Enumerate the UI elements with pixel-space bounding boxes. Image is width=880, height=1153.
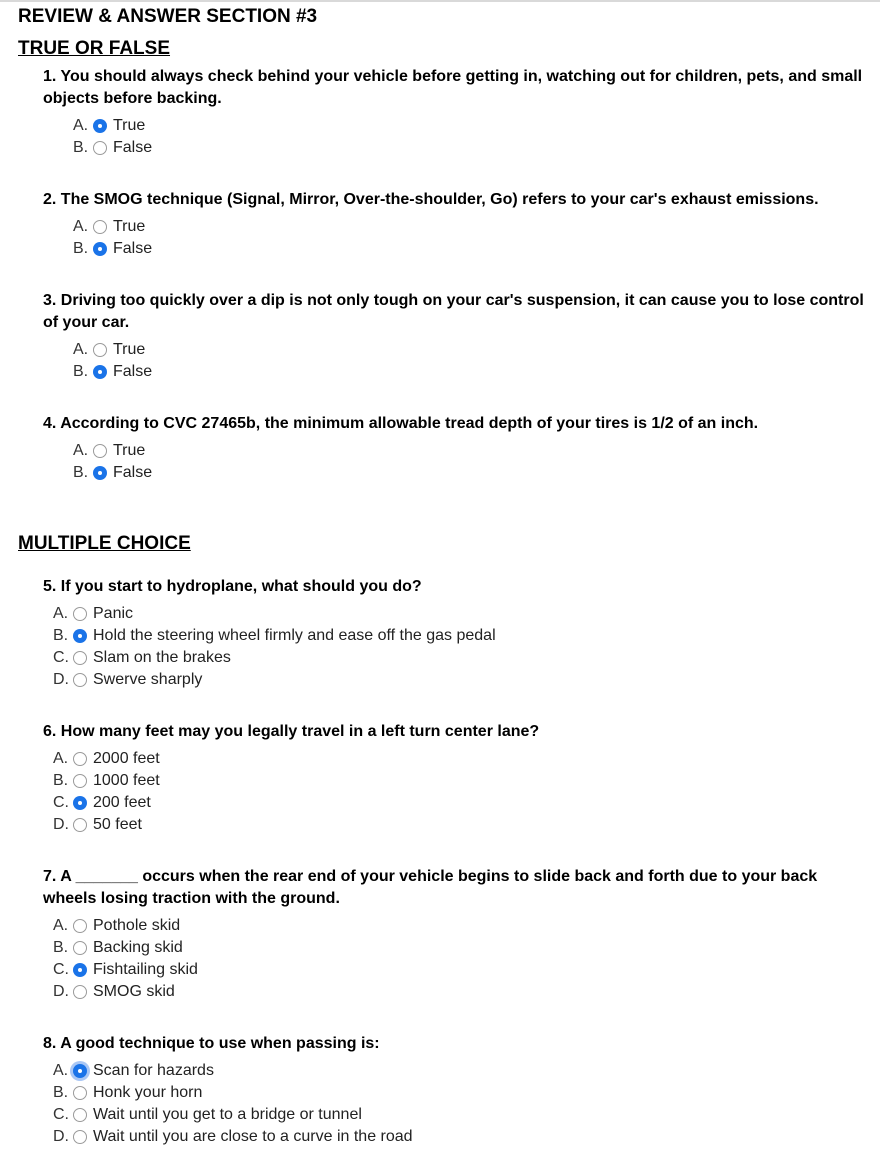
radio-selected-icon[interactable]	[73, 963, 87, 977]
option-letter: B.	[53, 772, 69, 789]
radio-unselected-icon[interactable]	[73, 752, 87, 766]
question-6-option-d[interactable]	[53, 814, 142, 836]
top-border	[0, 0, 880, 2]
question-2-option-a[interactable]	[73, 216, 145, 238]
question-7-option-d[interactable]	[53, 981, 175, 1003]
question-5-option-a[interactable]	[53, 603, 133, 625]
option-label: 1000 feet	[93, 772, 160, 789]
option-letter: C.	[53, 649, 69, 666]
option-letter: B.	[53, 627, 69, 644]
question-8-option-b[interactable]	[53, 1082, 202, 1104]
question-7-text: 7. A _______ occurs when the rear end of your vehicle begins to slide back and forth due to your back wheels losing traction with the ground.	[43, 868, 818, 907]
question-7-option-b[interactable]	[53, 937, 183, 959]
option-label: False	[113, 240, 153, 257]
page-title: REVIEW & ANSWER SECTION #3	[18, 6, 318, 27]
option-letter: C.	[53, 961, 69, 978]
question-6-option-a[interactable]	[53, 748, 160, 770]
radio-unselected-icon[interactable]	[73, 1130, 87, 1144]
option-label: False	[113, 464, 153, 481]
option-letter: D.	[53, 983, 69, 1000]
option-label: Hold the steering wheel firmly and ease off the gas pedal	[93, 627, 496, 644]
option-label: Wait until you are close to a curve in the road	[93, 1128, 413, 1145]
option-letter: A.	[73, 117, 89, 134]
radio-unselected-icon[interactable]	[93, 220, 107, 234]
radio-selected-icon[interactable]	[93, 466, 107, 480]
section-heading-multiple-choice: MULTIPLE CHOICE	[18, 533, 191, 554]
radio-unselected-icon[interactable]	[93, 141, 107, 155]
option-letter: A.	[73, 218, 89, 235]
option-label: 50 feet	[93, 816, 142, 833]
option-label: True	[113, 117, 146, 134]
option-label: Honk your horn	[93, 1084, 203, 1101]
radio-unselected-icon[interactable]	[93, 444, 107, 458]
option-letter: D.	[53, 671, 69, 688]
option-letter: B.	[73, 139, 89, 156]
question-8-option-d[interactable]	[53, 1126, 413, 1148]
question-5-option-b[interactable]	[53, 625, 496, 647]
option-label: True	[113, 218, 146, 235]
option-label: Wait until you get to a bridge or tunnel	[93, 1106, 362, 1123]
option-letter: B.	[73, 240, 89, 257]
option-label: True	[113, 442, 146, 459]
radio-selected-icon[interactable]	[73, 796, 87, 810]
option-label: Panic	[93, 605, 134, 622]
question-6-option-c[interactable]	[53, 792, 151, 814]
question-5-option-c[interactable]	[53, 647, 231, 669]
radio-selected-icon[interactable]	[93, 119, 107, 133]
question-3-option-b[interactable]	[73, 361, 152, 383]
question-4-text: 4. According to CVC 27465b, the minimum allowable tread depth of your tires is 1/2 of an inch.	[43, 415, 759, 432]
option-label: Swerve sharply	[93, 671, 203, 688]
option-label: False	[113, 139, 153, 156]
option-label: Scan for hazards	[93, 1062, 214, 1079]
question-4-option-a[interactable]	[73, 440, 145, 462]
radio-unselected-icon[interactable]	[73, 673, 87, 687]
radio-unselected-icon[interactable]	[93, 343, 107, 357]
question-2-option-b[interactable]	[73, 238, 152, 260]
question-6-option-b[interactable]	[53, 770, 160, 792]
radio-selected-icon[interactable]	[73, 1064, 87, 1078]
option-letter: A.	[53, 605, 69, 622]
question-2-text: 2. The SMOG technique (Signal, Mirror, Over-the-shoulder, Go) refers to your car's exhaust emissions.	[43, 191, 819, 208]
question-8-text: 8. A good technique to use when passing is:	[43, 1035, 380, 1052]
question-7-option-a[interactable]	[53, 915, 180, 937]
question-3-text: 3. Driving too quickly over a dip is not only tough on your car's suspension, it can cause you to lose control of your car.	[43, 292, 864, 331]
radio-selected-icon[interactable]	[73, 629, 87, 643]
question-1-option-b[interactable]	[73, 137, 152, 159]
radio-unselected-icon[interactable]	[73, 941, 87, 955]
option-letter: A.	[73, 442, 89, 459]
option-letter: A.	[53, 1062, 69, 1079]
option-label: Pothole skid	[93, 917, 181, 934]
question-3-option-a[interactable]	[73, 339, 145, 361]
option-letter: C.	[53, 1106, 69, 1123]
option-label: False	[113, 363, 153, 380]
option-label: True	[113, 341, 146, 358]
section-heading-true-false: TRUE OR FALSE	[18, 38, 171, 59]
question-5-option-d[interactable]	[53, 669, 202, 691]
question-6-text: 6. How many feet may you legally travel in a left turn center lane?	[43, 723, 540, 740]
option-letter: C.	[53, 794, 69, 811]
option-label: SMOG skid	[93, 983, 175, 1000]
option-letter: D.	[53, 1128, 69, 1145]
option-label: Slam on the brakes	[93, 649, 231, 666]
question-1-option-a[interactable]	[73, 115, 145, 137]
radio-unselected-icon[interactable]	[73, 651, 87, 665]
radio-unselected-icon[interactable]	[73, 919, 87, 933]
radio-selected-icon[interactable]	[93, 242, 107, 256]
question-8-option-c[interactable]	[53, 1104, 362, 1126]
option-letter: D.	[53, 816, 69, 833]
option-letter: B.	[53, 939, 69, 956]
radio-selected-icon[interactable]	[93, 365, 107, 379]
radio-unselected-icon[interactable]	[73, 1108, 87, 1122]
option-label: Fishtailing skid	[93, 961, 198, 978]
question-8-option-a[interactable]	[53, 1060, 214, 1082]
option-letter: B.	[73, 464, 89, 481]
question-1-text: 1. You should always check behind your vehicle before getting in, watching out for children, pets, and small objects before backing.	[43, 68, 863, 107]
question-5-text: 5. If you start to hydroplane, what should you do?	[43, 578, 422, 595]
radio-unselected-icon[interactable]	[73, 1086, 87, 1100]
radio-unselected-icon[interactable]	[73, 774, 87, 788]
option-letter: B.	[73, 363, 89, 380]
option-label: 2000 feet	[93, 750, 160, 767]
question-4-option-b[interactable]	[73, 462, 152, 484]
question-7-option-c[interactable]	[53, 959, 198, 981]
radio-unselected-icon[interactable]	[73, 985, 87, 999]
radio-unselected-icon[interactable]	[73, 607, 87, 621]
option-letter: B.	[53, 1084, 69, 1101]
option-letter: A.	[53, 917, 69, 934]
option-label: Backing skid	[93, 939, 183, 956]
option-letter: A.	[53, 750, 69, 767]
radio-unselected-icon[interactable]	[73, 818, 87, 832]
option-letter: A.	[73, 341, 89, 358]
option-label: 200 feet	[93, 794, 151, 811]
